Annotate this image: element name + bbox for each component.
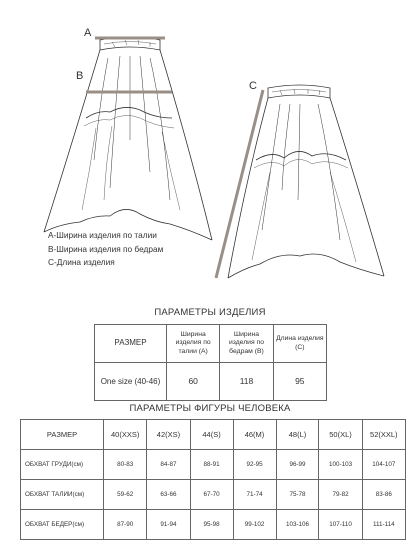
row-label-waist: ОБХВАТ ТАЛИИ(см)	[21, 480, 104, 510]
product-params-table	[94, 324, 327, 401]
size-header: 40(XXS)	[104, 420, 147, 450]
table-cell: 87-90	[104, 510, 147, 540]
row-label-hips: ОБХВАТ БЕДЕР(см)	[21, 510, 104, 540]
measure-line-c	[216, 90, 263, 278]
size-header: 46(M)	[233, 420, 276, 450]
legend	[48, 229, 163, 270]
table-cell: 111-114	[362, 510, 405, 540]
table-cell: 92-95	[233, 450, 276, 480]
table-cell: 79-82	[319, 480, 362, 510]
size-header: 42(XS)	[147, 420, 190, 450]
legend-item-c: C-Длина изделия	[48, 257, 115, 267]
table-cell: 84-87	[147, 450, 190, 480]
column-header: Длина изделия (С)	[273, 325, 326, 363]
figure-params-table	[20, 419, 406, 540]
product-params-title: ПАРАМЕТРЫ ИЗДЕЛИЯ	[154, 307, 266, 318]
table-cell: 99-102	[233, 510, 276, 540]
table-cell: 59-62	[104, 480, 147, 510]
table-cell: 75-78	[276, 480, 319, 510]
legend-item-b: B-Ширина изделия по бедрам	[48, 243, 164, 254]
size-header: 50(XL)	[319, 420, 362, 450]
table-cell: 96-99	[276, 450, 319, 480]
size-label: One size (40-46)	[95, 363, 167, 401]
figure-params-title: ПАРАМЕТРЫ ФИГУРЫ ЧЕЛОВЕКА	[129, 403, 291, 414]
size-header: 44(S)	[190, 420, 233, 450]
table-cell: 91-94	[147, 510, 190, 540]
row-header-size: РАЗМЕР	[95, 325, 167, 363]
label-c: C	[249, 80, 257, 92]
row-label-chest: ОБХВАТ ГРУДИ(см)	[21, 450, 104, 480]
table-row	[21, 480, 406, 510]
table-cell: 103-106	[276, 510, 319, 540]
table-cell: 83-86	[362, 480, 405, 510]
table-cell: 88-91	[190, 450, 233, 480]
table-cell: 80-83	[104, 450, 147, 480]
table-cell: 107-110	[319, 510, 362, 540]
table-cell: 71-74	[233, 480, 276, 510]
label-b: B	[76, 70, 84, 82]
value-waist-width: 60	[167, 363, 220, 401]
skirt-front-drawing	[44, 37, 212, 240]
skirt-side-drawing	[228, 85, 384, 278]
legend-item-a: A-Ширина изделия по талии	[48, 230, 157, 240]
table-cell: 104-107	[362, 450, 405, 480]
table-cell: 63-66	[147, 480, 190, 510]
column-header: Ширина изделия по талии (А)	[167, 325, 220, 363]
label-a: A	[84, 27, 92, 39]
table-cell: 95-98	[190, 510, 233, 540]
table-cell: 100-103	[319, 450, 362, 480]
size-header: 52(XXL)	[362, 420, 405, 450]
value-length: 95	[273, 363, 326, 401]
row-header-size: РАЗМЕР	[21, 420, 104, 450]
table-row	[21, 450, 406, 480]
size-header: 48(L)	[276, 420, 319, 450]
table-row	[21, 510, 406, 540]
table-cell: 67-70	[190, 480, 233, 510]
column-header: Ширина изделия по бедрам (В)	[220, 325, 273, 363]
value-hip-width: 118	[220, 363, 273, 401]
